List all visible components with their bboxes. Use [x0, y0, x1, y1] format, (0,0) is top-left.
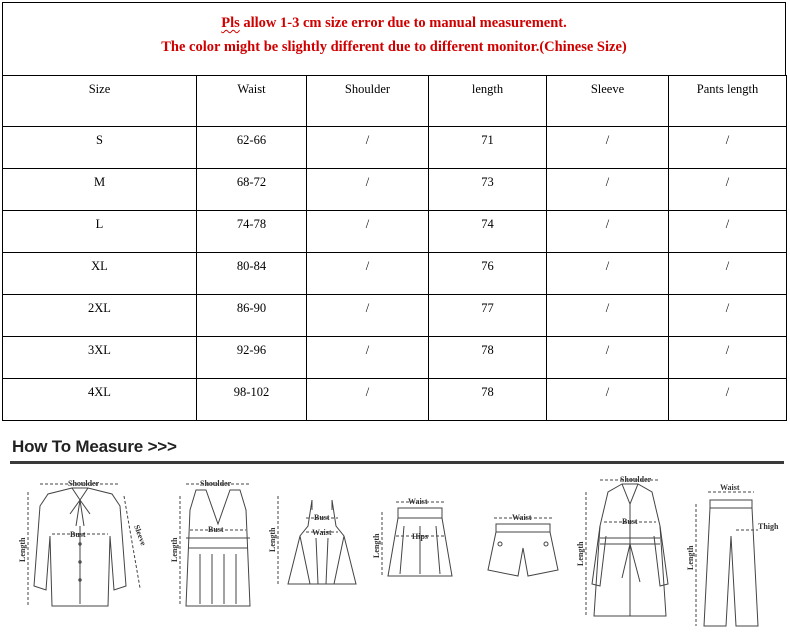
label-shoulder-1: Shoulder — [68, 479, 100, 488]
trench-coat-icon — [586, 480, 668, 616]
table-row — [3, 253, 787, 295]
label-shoulder-2: Shoulder — [200, 479, 232, 488]
table-cell: / — [547, 169, 669, 211]
table-cell: 78 — [429, 337, 547, 379]
table-cell: / — [547, 127, 669, 169]
table-cell: / — [669, 211, 787, 253]
label-waist-7: Waist — [720, 483, 740, 492]
label-sleeve: Sleeve — [132, 523, 148, 547]
table-cell: / — [547, 211, 669, 253]
table-cell: / — [307, 169, 429, 211]
label-shoulder-6: Shoulder — [620, 475, 652, 484]
table-cell: 74 — [429, 211, 547, 253]
label-length-6: Length — [576, 541, 585, 566]
table-row — [3, 379, 787, 421]
notice-line-1-rest: allow 1-3 cm size error due to manual measurement. — [239, 15, 567, 31]
table-cell: 92-96 — [197, 337, 307, 379]
table-cell: / — [307, 379, 429, 421]
table-cell: / — [307, 127, 429, 169]
table-row — [3, 127, 787, 169]
table-row — [3, 211, 787, 253]
table-cell: 86-90 — [197, 295, 307, 337]
table-cell: / — [547, 253, 669, 295]
shorts-icon — [488, 518, 558, 576]
how-to-measure-title — [12, 437, 177, 457]
table-cell: 4XL — [3, 379, 197, 421]
label-waist-4: Waist — [408, 497, 428, 506]
table-cell: / — [669, 295, 787, 337]
measurement-illustrations — [0, 466, 790, 637]
label-length-2: Length — [170, 537, 179, 562]
table-cell: 77 — [429, 295, 547, 337]
table-cell: / — [307, 337, 429, 379]
header-length: length — [429, 76, 547, 127]
table-cell: / — [547, 295, 669, 337]
table-cell: / — [669, 253, 787, 295]
header-pants-length: Pants length — [669, 76, 787, 127]
header-size: Size — [3, 76, 197, 127]
header-shoulder: Shoulder — [307, 76, 429, 127]
notice-line-1-start: Pls — [221, 15, 240, 31]
table-cell: L — [3, 211, 197, 253]
table-header-row — [3, 76, 787, 127]
header-waist: Waist — [197, 76, 307, 127]
label-waist-3: Waist — [312, 528, 332, 537]
table-cell: 78 — [429, 379, 547, 421]
size-table — [2, 75, 787, 421]
table-cell: / — [669, 127, 787, 169]
table-cell: / — [669, 337, 787, 379]
label-bust-3: Bust — [314, 513, 330, 522]
blouse-icon — [28, 484, 140, 606]
notice-line-2: The color might be slightly different due to different monitor.(Chinese Size) — [161, 39, 627, 55]
table-cell: M — [3, 169, 197, 211]
label-length-7: Length — [686, 545, 695, 570]
table-cell: / — [307, 211, 429, 253]
label-bust-2: Bust — [208, 525, 224, 534]
table-row — [3, 295, 787, 337]
table-cell: S — [3, 127, 197, 169]
notice-line-1 — [3, 15, 785, 32]
label-waist-5: Waist — [512, 513, 532, 522]
chevrons-icon: >>> — [147, 437, 177, 456]
table-cell: 62-66 — [197, 127, 307, 169]
title-divider — [10, 461, 784, 464]
table-cell: 98-102 — [197, 379, 307, 421]
table-cell: / — [307, 295, 429, 337]
label-length-4: Length — [372, 533, 381, 558]
table-cell: 2XL — [3, 295, 197, 337]
table-cell: / — [669, 169, 787, 211]
how-to-measure-text: How To Measure — [12, 437, 144, 456]
label-length-3: Length — [268, 527, 277, 552]
notice-box — [2, 2, 786, 76]
table-row — [3, 337, 787, 379]
header-sleeve: Sleeve — [547, 76, 669, 127]
label-length-1: Length — [18, 537, 27, 562]
table-cell: 71 — [429, 127, 547, 169]
label-hips: Hips — [412, 532, 429, 541]
table-row — [3, 169, 787, 211]
table-cell: 76 — [429, 253, 547, 295]
tank-top-icon — [180, 484, 250, 606]
table-cell: 68-72 — [197, 169, 307, 211]
pants-icon — [696, 492, 758, 626]
table-cell: / — [307, 253, 429, 295]
dress-icon — [278, 496, 356, 584]
label-thigh: Thigh — [758, 522, 779, 531]
table-cell: 73 — [429, 169, 547, 211]
table-cell: / — [547, 337, 669, 379]
label-bust-6: Bust — [622, 517, 638, 526]
table-cell: 74-78 — [197, 211, 307, 253]
label-bust-1: Bust — [70, 530, 86, 539]
table-cell: XL — [3, 253, 197, 295]
table-cell: 3XL — [3, 337, 197, 379]
table-cell: / — [669, 379, 787, 421]
table-cell: 80-84 — [197, 253, 307, 295]
table-cell: / — [547, 379, 669, 421]
